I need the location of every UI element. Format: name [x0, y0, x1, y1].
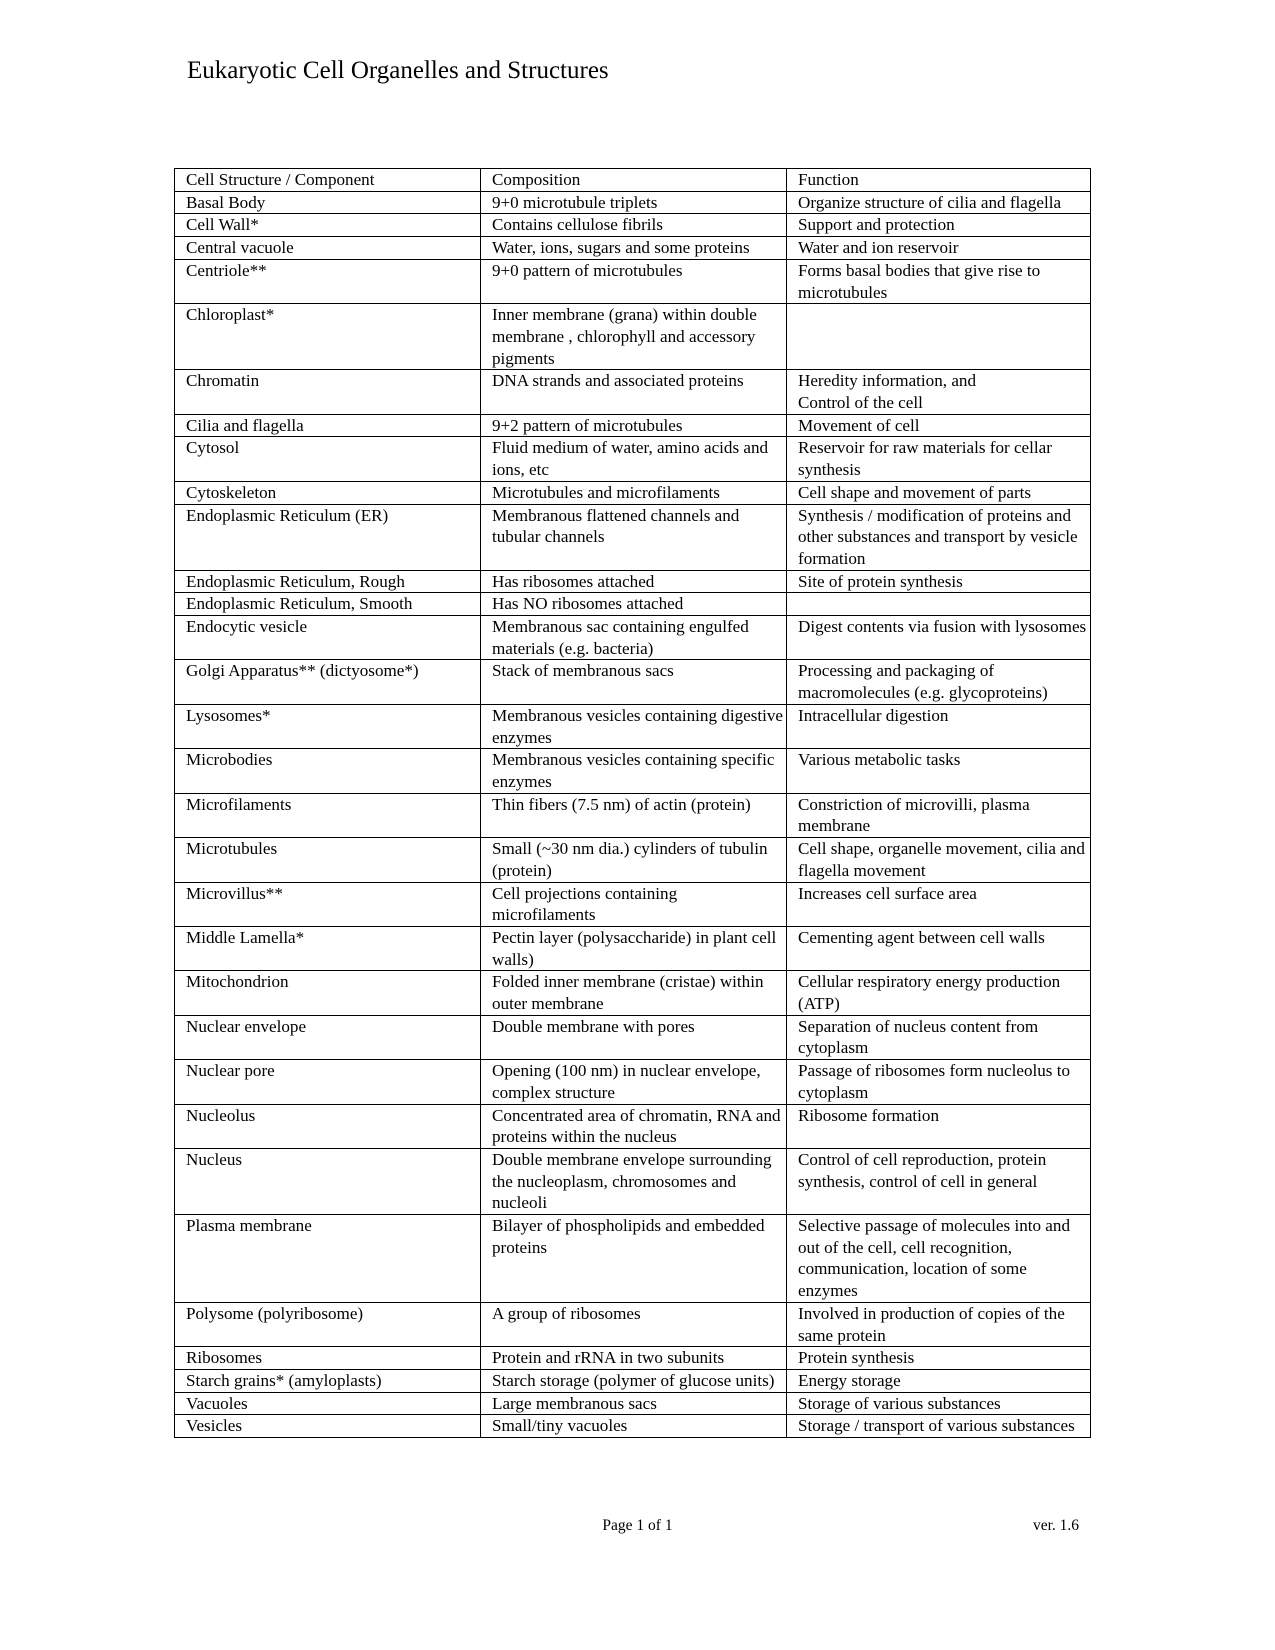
cell-function: Synthesis / modification of proteins and other substances and transport by vesicle formation	[787, 504, 1091, 570]
cell-function: Control of cell reproduction, protein synthesis, control of cell in general	[787, 1148, 1091, 1214]
cell-composition: Pectin layer (polysaccharide) in plant cell walls)	[481, 926, 787, 970]
cell-composition: Starch storage (polymer of glucose units)	[481, 1369, 787, 1392]
table-row	[175, 838, 1091, 882]
cell-function: Heredity information, and Control of the cell	[787, 370, 1091, 414]
cell-composition: Double membrane with pores	[481, 1015, 787, 1059]
cell-composition: Small (~30 nm dia.) cylinders of tubulin (protein)	[481, 838, 787, 882]
cell-function: Organize structure of cilia and flagella	[787, 191, 1091, 214]
cell-structure: Endoplasmic Reticulum, Rough	[175, 570, 481, 593]
cell-composition: DNA strands and associated proteins	[481, 370, 787, 414]
cell-composition: Concentrated area of chromatin, RNA and proteins within the nucleus	[481, 1104, 787, 1148]
cell-composition: Water, ions, sugars and some proteins	[481, 237, 787, 260]
document-title: Eukaryotic Cell Organelles and Structures	[187, 57, 609, 84]
cell-function: Cell shape and movement of parts	[787, 481, 1091, 504]
cell-function: Forms basal bodies that give rise to microtubules	[787, 259, 1091, 303]
cell-composition: Small/tiny vacuoles	[481, 1415, 787, 1438]
table-row	[175, 1415, 1091, 1438]
cell-function: Cementing agent between cell walls	[787, 926, 1091, 970]
cell-structure: Nuclear envelope	[175, 1015, 481, 1059]
cell-function: Intracellular digestion	[787, 704, 1091, 748]
table-row	[175, 926, 1091, 970]
cell-function: Water and ion reservoir	[787, 237, 1091, 260]
column-header-function: Function	[787, 169, 1091, 192]
cell-structure: Chloroplast*	[175, 304, 481, 370]
table-row	[175, 259, 1091, 303]
cell-function: Processing and packaging of macromolecules (e.g. glycoproteins)	[787, 660, 1091, 704]
cell-composition: Membranous vesicles containing specific enzymes	[481, 749, 787, 793]
cell-function: Cellular respiratory energy production (ATP)	[787, 971, 1091, 1015]
version-label: ver. 1.6	[1032, 1517, 1079, 1534]
cell-composition: 9+0 pattern of microtubules	[481, 259, 787, 303]
cell-function: Constriction of microvilli, plasma membrane	[787, 793, 1091, 837]
table-body	[175, 191, 1091, 1437]
cell-structure: Central vacuole	[175, 237, 481, 260]
table-row	[175, 1015, 1091, 1059]
cell-function: Protein synthesis	[787, 1347, 1091, 1370]
organelle-table-container	[174, 168, 1090, 1438]
cell-structure: Mitochondrion	[175, 971, 481, 1015]
cell-structure: Microbodies	[175, 749, 481, 793]
header-row	[175, 169, 1091, 192]
cell-function: Energy storage	[787, 1369, 1091, 1392]
cell-structure: Microtubules	[175, 838, 481, 882]
cell-function: Support and protection	[787, 214, 1091, 237]
cell-composition: Membranous sac containing engulfed materials (e.g. bacteria)	[481, 616, 787, 660]
cell-function	[787, 304, 1091, 370]
cell-composition: Cell projections containing microfilaments	[481, 882, 787, 926]
table-row	[175, 1104, 1091, 1148]
cell-function: Reservoir for raw materials for cellar synthesis	[787, 437, 1091, 481]
table-row	[175, 370, 1091, 414]
table-row	[175, 616, 1091, 660]
cell-composition: Membranous vesicles containing digestive enzymes	[481, 704, 787, 748]
table-row	[175, 304, 1091, 370]
cell-structure: Nucleus	[175, 1148, 481, 1214]
cell-function: Passage of ribosomes form nucleolus to cytoplasm	[787, 1060, 1091, 1104]
table-row	[175, 1148, 1091, 1214]
cell-structure: Vacuoles	[175, 1392, 481, 1415]
table-row	[175, 1060, 1091, 1104]
cell-structure: Nucleolus	[175, 1104, 481, 1148]
cell-composition: Double membrane envelope surrounding the nucleoplasm, chromosomes and nucleoli	[481, 1148, 787, 1214]
cell-composition: Folded inner membrane (cristae) within outer membrane	[481, 971, 787, 1015]
table-row	[175, 414, 1091, 437]
table-row	[175, 437, 1091, 481]
table-row	[175, 237, 1091, 260]
cell-structure: Chromatin	[175, 370, 481, 414]
table-row	[175, 570, 1091, 593]
table-row	[175, 593, 1091, 616]
cell-structure: Vesicles	[175, 1415, 481, 1438]
cell-composition: 9+0 microtubule triplets	[481, 191, 787, 214]
cell-structure: Basal Body	[175, 191, 481, 214]
table-row	[175, 1302, 1091, 1346]
cell-structure: Cytoskeleton	[175, 481, 481, 504]
cell-structure: Endocytic vesicle	[175, 616, 481, 660]
cell-function	[787, 593, 1091, 616]
table-row	[175, 971, 1091, 1015]
cell-composition: Opening (100 nm) in nuclear envelope, complex structure	[481, 1060, 787, 1104]
cell-function: Selective passage of molecules into and out of the cell, cell recognition, communication, location of some enzymes	[787, 1215, 1091, 1303]
cell-structure: Plasma membrane	[175, 1215, 481, 1303]
cell-composition: Stack of membranous sacs	[481, 660, 787, 704]
cell-function: Site of protein synthesis	[787, 570, 1091, 593]
page-number: Page 1 of 1	[602, 1517, 673, 1534]
table-row	[175, 1215, 1091, 1303]
table-row	[175, 481, 1091, 504]
table-row	[175, 191, 1091, 214]
cell-composition: Inner membrane (grana) within double membrane , chlorophyll and accessory pigments	[481, 304, 787, 370]
cell-composition: Has ribosomes attached	[481, 570, 787, 593]
cell-function: Increases cell surface area	[787, 882, 1091, 926]
cell-structure: Golgi Apparatus** (dictyosome*)	[175, 660, 481, 704]
table-row	[175, 1369, 1091, 1392]
table-row	[175, 1347, 1091, 1370]
column-header-structure: Cell Structure / Component	[175, 169, 481, 192]
cell-composition: 9+2 pattern of microtubules	[481, 414, 787, 437]
cell-function: Storage of various substances	[787, 1392, 1091, 1415]
table-row	[175, 704, 1091, 748]
cell-composition: Bilayer of phospholipids and embedded proteins	[481, 1215, 787, 1303]
cell-function: Ribosome formation	[787, 1104, 1091, 1148]
cell-function: Digest contents via fusion with lysosomes	[787, 616, 1091, 660]
cell-composition: Protein and rRNA in two subunits	[481, 1347, 787, 1370]
table-row	[175, 504, 1091, 570]
cell-structure: Microvillus**	[175, 882, 481, 926]
cell-structure: Cilia and flagella	[175, 414, 481, 437]
table-row	[175, 793, 1091, 837]
cell-structure: Endoplasmic Reticulum (ER)	[175, 504, 481, 570]
cell-structure: Middle Lamella*	[175, 926, 481, 970]
organelle-table	[174, 168, 1091, 1438]
cell-function: Cell shape, organelle movement, cilia and flagella movement	[787, 838, 1091, 882]
cell-function: Separation of nucleus content from cytoplasm	[787, 1015, 1091, 1059]
table-header	[175, 169, 1091, 192]
cell-structure: Endoplasmic Reticulum, Smooth	[175, 593, 481, 616]
cell-structure: Ribosomes	[175, 1347, 481, 1370]
cell-composition: Microtubules and microfilaments	[481, 481, 787, 504]
cell-composition: Large membranous sacs	[481, 1392, 787, 1415]
cell-composition: Fluid medium of water, amino acids and ions, etc	[481, 437, 787, 481]
table-row	[175, 749, 1091, 793]
cell-structure: Cell Wall*	[175, 214, 481, 237]
table-row	[175, 1392, 1091, 1415]
cell-function: Involved in production of copies of the same protein	[787, 1302, 1091, 1346]
cell-structure: Centriole**	[175, 259, 481, 303]
table-row	[175, 882, 1091, 926]
cell-composition: Contains cellulose fibrils	[481, 214, 787, 237]
table-row	[175, 660, 1091, 704]
table-row	[175, 214, 1091, 237]
cell-composition: A group of ribosomes	[481, 1302, 787, 1346]
cell-composition: Thin fibers (7.5 nm) of actin (protein)	[481, 793, 787, 837]
cell-function: Various metabolic tasks	[787, 749, 1091, 793]
cell-function: Movement of cell	[787, 414, 1091, 437]
cell-structure: Cytosol	[175, 437, 481, 481]
cell-structure: Starch grains* (amyloplasts)	[175, 1369, 481, 1392]
column-header-composition: Composition	[481, 169, 787, 192]
cell-structure: Nuclear pore	[175, 1060, 481, 1104]
cell-structure: Lysosomes*	[175, 704, 481, 748]
cell-structure: Polysome (polyribosome)	[175, 1302, 481, 1346]
cell-composition: Membranous flattened channels and tubular channels	[481, 504, 787, 570]
cell-structure: Microfilaments	[175, 793, 481, 837]
cell-function: Storage / transport of various substances	[787, 1415, 1091, 1438]
cell-composition: Has NO ribosomes attached	[481, 593, 787, 616]
